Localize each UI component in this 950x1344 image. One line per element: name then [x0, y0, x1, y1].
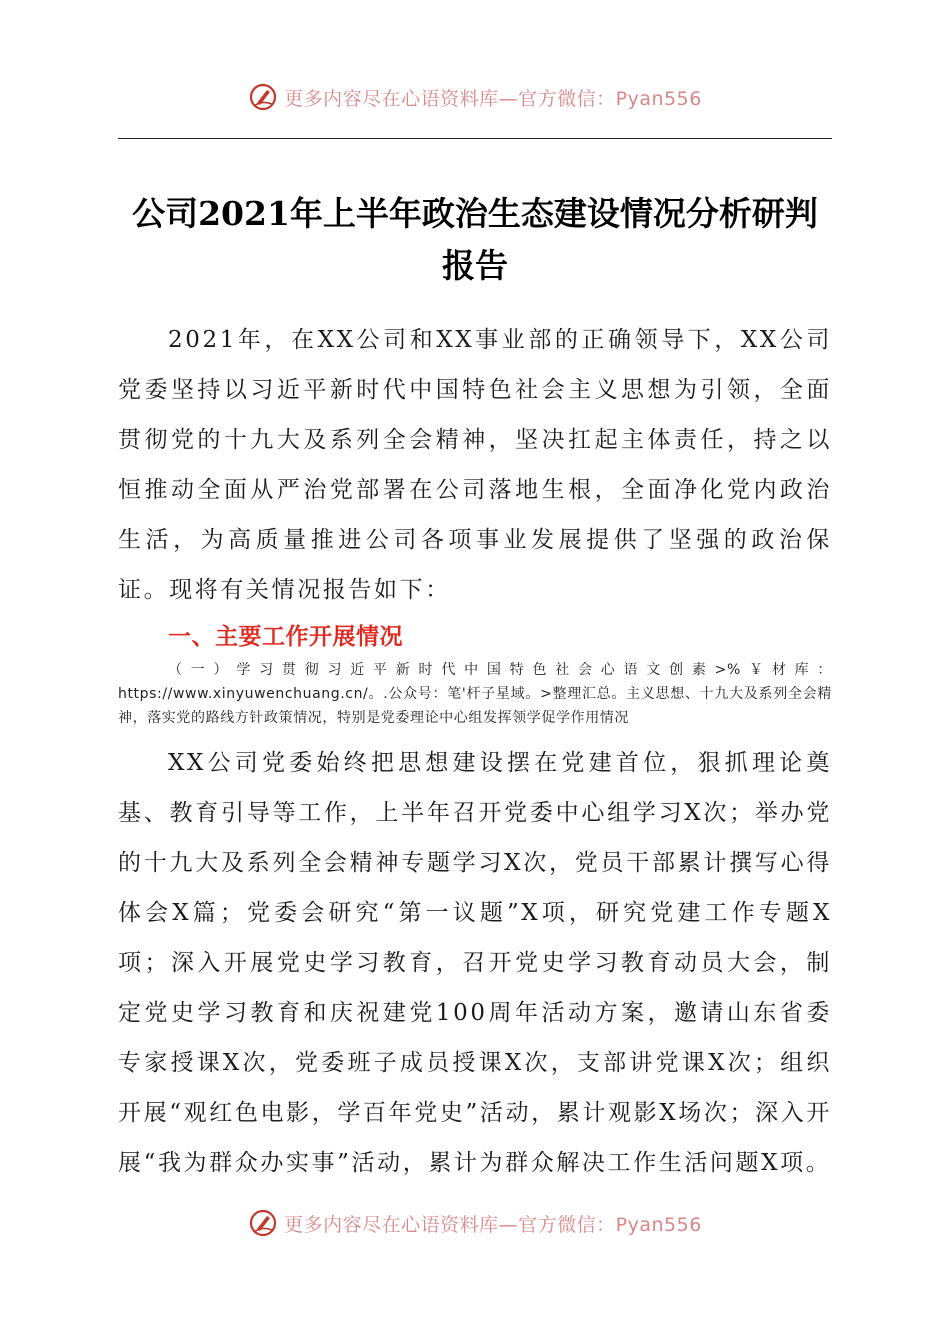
- intro-paragraph: 2021年，在XX公司和XX事业部的正确领导下，XX公司党委坚持以习近平新时代中国特色社会主义思想为引领，全面贯彻党的十九大及系列全会精神，坚决扛起主体责任，持之以恒推动全面从严治党部署在公司落地生根，全面净化党内政治生活，为高质量推进公司各项事业发展提供了坚强的政治保证。现将有关情况报告如下：: [118, 327, 832, 603]
- header-banner-text: 更多内容尽在心语资料库—官方微信：Pyan556: [284, 87, 702, 110]
- header-divider: [118, 138, 832, 139]
- section-heading: 一、主要工作开展情况: [168, 624, 403, 650]
- footer-banner: [0, 1208, 950, 1238]
- body-paragraph: XX公司党委始终把思想建设摆在党建首位，狠抓理论奠基、教育引导等工作，上半年召开党委中心组学习X次；举办党的十九大及系列全会精神专题学习X次，党员干部累计撰写心得体会X篇；党委会研究“第一议题”X项，研究党建工作专题X项；深入开展党史学习教育，召开党史学习教育动员大会，制定党史学习教育和庆祝建党100周年活动方案，邀请山东省委专家授课X次，党委班子成员授课X次，支部讲党课X次；组织开展“观红色电影，学百年党史”活动，累计观影X场次；深入开展“我为群众办实事”活动，累计为群众解决工作生活问题X项。: [118, 750, 832, 1176]
- document-title: 公司2021年上半年政治生态建设情况分析研判报告: [132, 194, 818, 285]
- subsection-heading: （一）学习贯彻习近平新时代中国特色社会心语文创素>%￥材库：https://www.xinyuwenchuang.cn/。.公众号：笔'杆子星域。>整理汇总。主义思想、十九大及系列全会精神，落实党的路线方针政策情况，特别是党委理论中心组发挥领学促学作用情况: [118, 662, 832, 726]
- header-banner: [0, 82, 950, 112]
- footer-banner-text: 更多内容尽在心语资料库—官方微信：Pyan556: [284, 1213, 702, 1236]
- pen-circle-icon: [248, 82, 278, 112]
- pen-circle-icon: [248, 1208, 278, 1238]
